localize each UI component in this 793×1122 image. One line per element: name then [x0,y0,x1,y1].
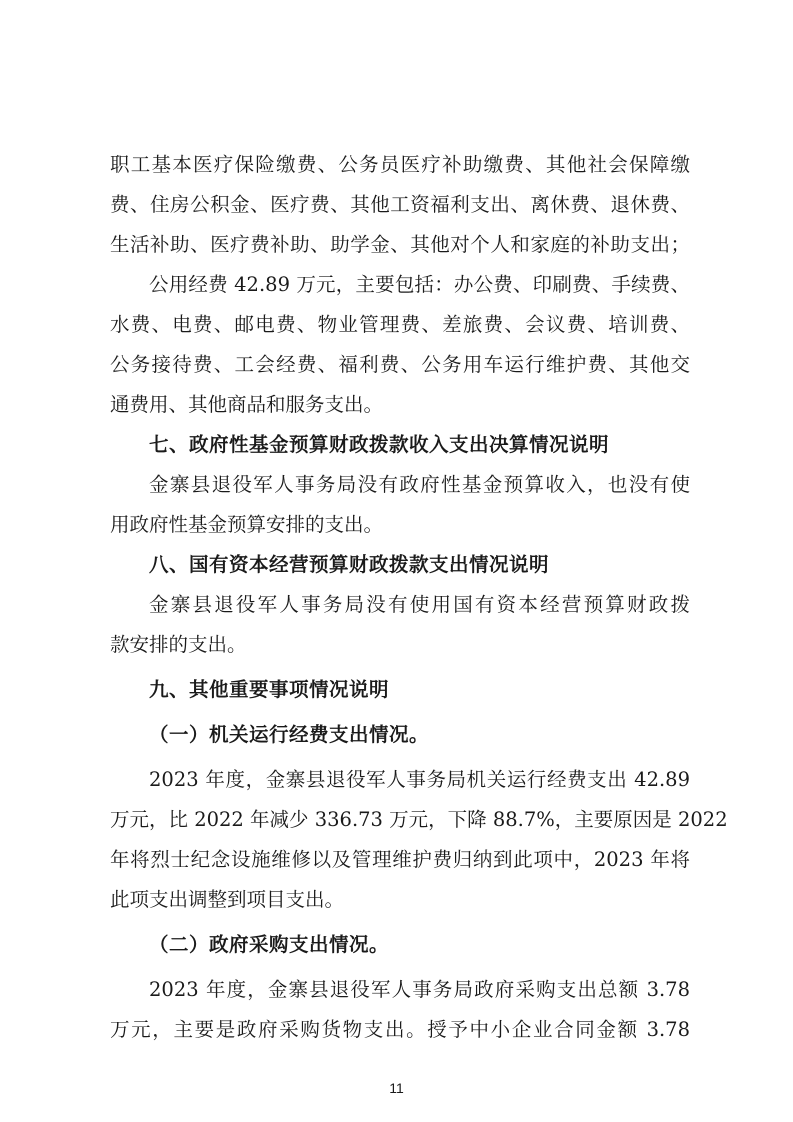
body-text-line: 生活补助、医疗费补助、助学金、其他对个人和家庭的补助支出； [110,233,690,256]
subsection-heading-2: （二）政府采购支出情况。 [149,933,390,956]
body-text-line: 万元，主要是政府采购货物支出。授予中小企业合同金额 3.78 [110,1018,690,1041]
body-text-line: 公用经费 42.89 万元，主要包括：办公费、印刷费、手续费、 [149,273,690,296]
subsection-heading-1: （一）机关运行经费支出情况。 [149,723,430,746]
section-heading-9: 九、其他重要事项情况说明 [149,678,390,701]
body-text-line: 水费、电费、邮电费、物业管理费、差旅费、会议费、培训费、 [110,313,690,336]
body-text-line: 此项支出调整到项目支出。 [110,888,345,911]
body-text-line: 用政府性基金预算安排的支出。 [110,513,384,536]
body-text-line: 金寨县退役军人事务局没有使用国有资本经营预算财政拨 [149,593,690,616]
body-text-line: 2023 年度，金寨县退役军人事务局机关运行经费支出 42.89 [149,768,690,791]
body-text-line: 公务接待费、工会经费、福利费、公务用车运行维护费、其他交 [110,353,690,376]
body-text-line: 职工基本医疗保险缴费、公务员医疗补助缴费、其他社会保障缴 [110,153,690,176]
body-text-line: 年将烈士纪念设施维修以及管理维护费归纳到此项中，2023 年将 [110,848,690,871]
body-text-line: 万元，比 2022 年减少 336.73 万元，下降 88.7%，主要原因是 2022 [110,808,728,831]
section-heading-7: 七、政府性基金预算财政拨款收入支出决算情况说明 [149,433,610,456]
page-number: 11 [389,1080,404,1096]
body-text-line: 费、住房公积金、医疗费、其他工资福利支出、离休费、退休费、 [110,193,690,216]
body-text-line: 通费用、其他商品和服务支出。 [110,393,384,416]
body-text-line: 2023 年度，金寨县退役军人事务局政府采购支出总额 3.78 [149,978,690,1001]
body-text-line: 款安排的支出。 [110,633,247,656]
section-heading-8: 八、国有资本经营预算财政拨款支出情况说明 [149,553,550,576]
body-text-line: 金寨县退役军人事务局没有政府性基金预算收入，也没有使 [149,473,690,496]
